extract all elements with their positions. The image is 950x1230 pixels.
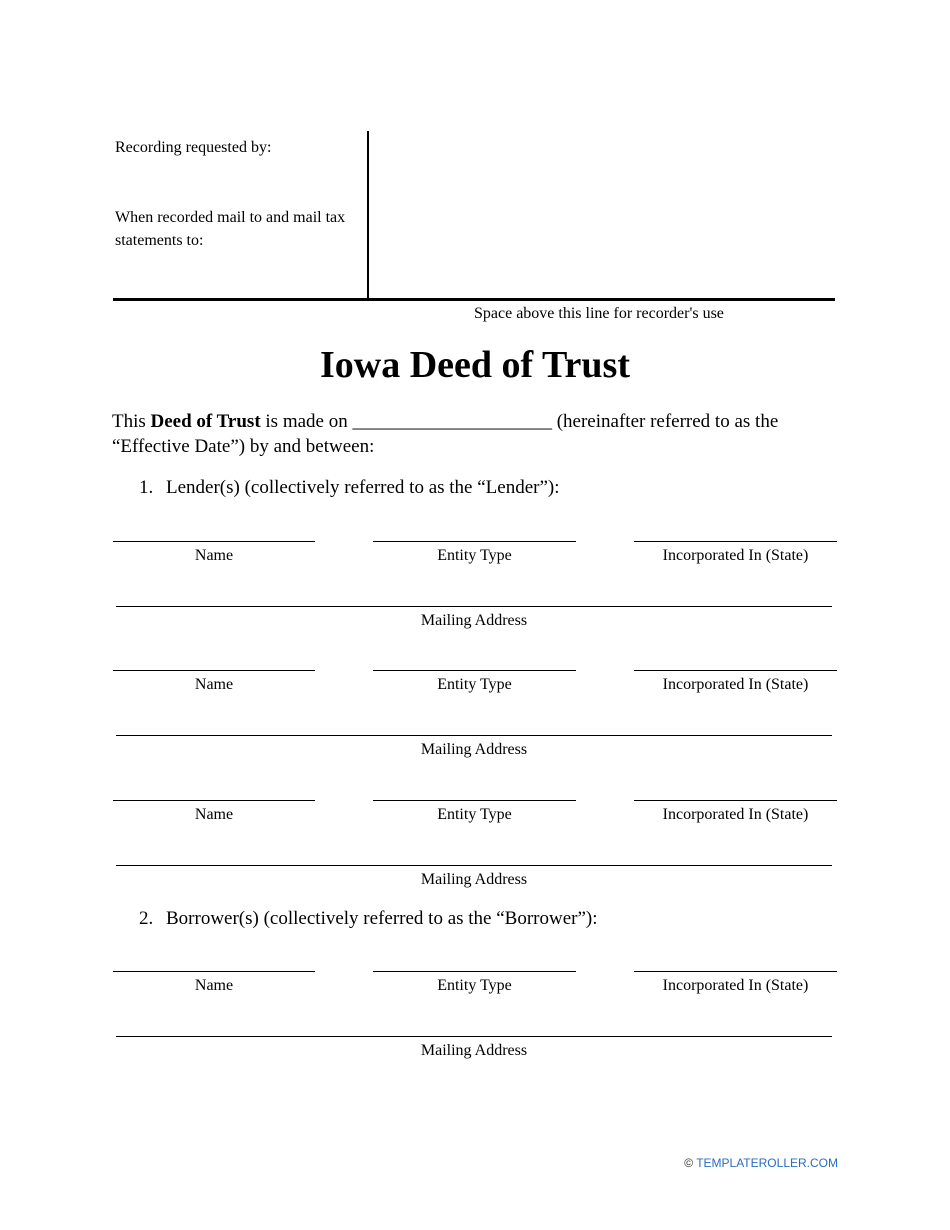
lender-3-state-field[interactable] xyxy=(634,800,837,801)
lender-3-address-field[interactable] xyxy=(116,865,832,866)
lender-2-entity-label: Entity Type xyxy=(437,676,512,693)
lender-3-address-label: Mailing Address xyxy=(420,871,528,888)
lender-2-state-field[interactable] xyxy=(634,670,837,671)
intro-line-2: “Effective Date”) by and between: xyxy=(112,436,375,457)
lender-2-address-label: Mailing Address xyxy=(420,741,528,758)
borrower-1-address-field[interactable] xyxy=(116,1036,832,1037)
templateroller-link[interactable]: TEMPLATEROLLER.COM xyxy=(696,1156,838,1170)
borrower-1-state-field[interactable] xyxy=(634,971,837,972)
lender-2-state-label: Incorporated In (State) xyxy=(662,676,809,693)
borrower-1-name-field[interactable] xyxy=(113,971,315,972)
lender-2-entity-field[interactable] xyxy=(373,670,576,671)
recording-requested-label: Recording requested by: xyxy=(115,139,272,156)
intro-bold-term: Deed of Trust xyxy=(150,411,261,432)
borrower-1-address-label: Mailing Address xyxy=(420,1042,528,1059)
recorder-use-note: Space above this line for recorder's use xyxy=(474,305,724,322)
lender-section-heading xyxy=(139,477,560,499)
lender-1-state-label: Incorporated In (State) xyxy=(662,547,809,564)
lender-1-entity-label: Entity Type xyxy=(437,547,512,564)
borrower-section-number: 2. xyxy=(139,908,154,929)
intro-paragraph xyxy=(112,409,852,459)
mail-to-line-1: When recorded mail to and mail tax xyxy=(115,209,346,226)
lender-1-address-field[interactable] xyxy=(116,606,832,607)
lender-2-name-field[interactable] xyxy=(113,670,315,671)
intro-line-1: This Deed of Trust is made on _____________________ (hereinafter referred to as the xyxy=(112,411,779,432)
footer-copyright xyxy=(684,1156,838,1170)
mail-to-line-2: statements to: xyxy=(115,232,204,249)
lender-2-address-field[interactable] xyxy=(116,735,832,736)
borrower-1-name-label: Name xyxy=(194,977,234,994)
page-title: Iowa Deed of Trust xyxy=(320,344,630,386)
lender-3-name-label: Name xyxy=(194,806,234,823)
borrower-1-state-label: Incorporated In (State) xyxy=(662,977,809,994)
copyright-symbol: © xyxy=(684,1156,697,1170)
lender-1-name-field[interactable] xyxy=(113,541,315,542)
lender-section-text: Lender(s) (collectively referred to as the “Lender”): xyxy=(166,477,560,498)
borrower-1-entity-label: Entity Type xyxy=(437,977,512,994)
recorder-box-bottom-rule xyxy=(113,298,835,301)
lender-1-entity-field[interactable] xyxy=(373,541,576,542)
lender-1-state-field[interactable] xyxy=(634,541,837,542)
borrower-section-text: Borrower(s) (collectively referred to as the “Borrower”): xyxy=(166,908,598,929)
lender-3-entity-field[interactable] xyxy=(373,800,576,801)
borrower-section-heading xyxy=(139,908,598,930)
lender-1-name-label: Name xyxy=(194,547,234,564)
lender-3-state-label: Incorporated In (State) xyxy=(662,806,809,823)
borrower-1-entity-field[interactable] xyxy=(373,971,576,972)
lender-2-name-label: Name xyxy=(194,676,234,693)
lender-3-entity-label: Entity Type xyxy=(437,806,512,823)
lender-section-number: 1. xyxy=(139,477,154,498)
recorder-box-divider xyxy=(367,131,369,300)
mail-to-label xyxy=(115,206,345,252)
lender-1-address-label: Mailing Address xyxy=(420,612,528,629)
lender-3-name-field[interactable] xyxy=(113,800,315,801)
